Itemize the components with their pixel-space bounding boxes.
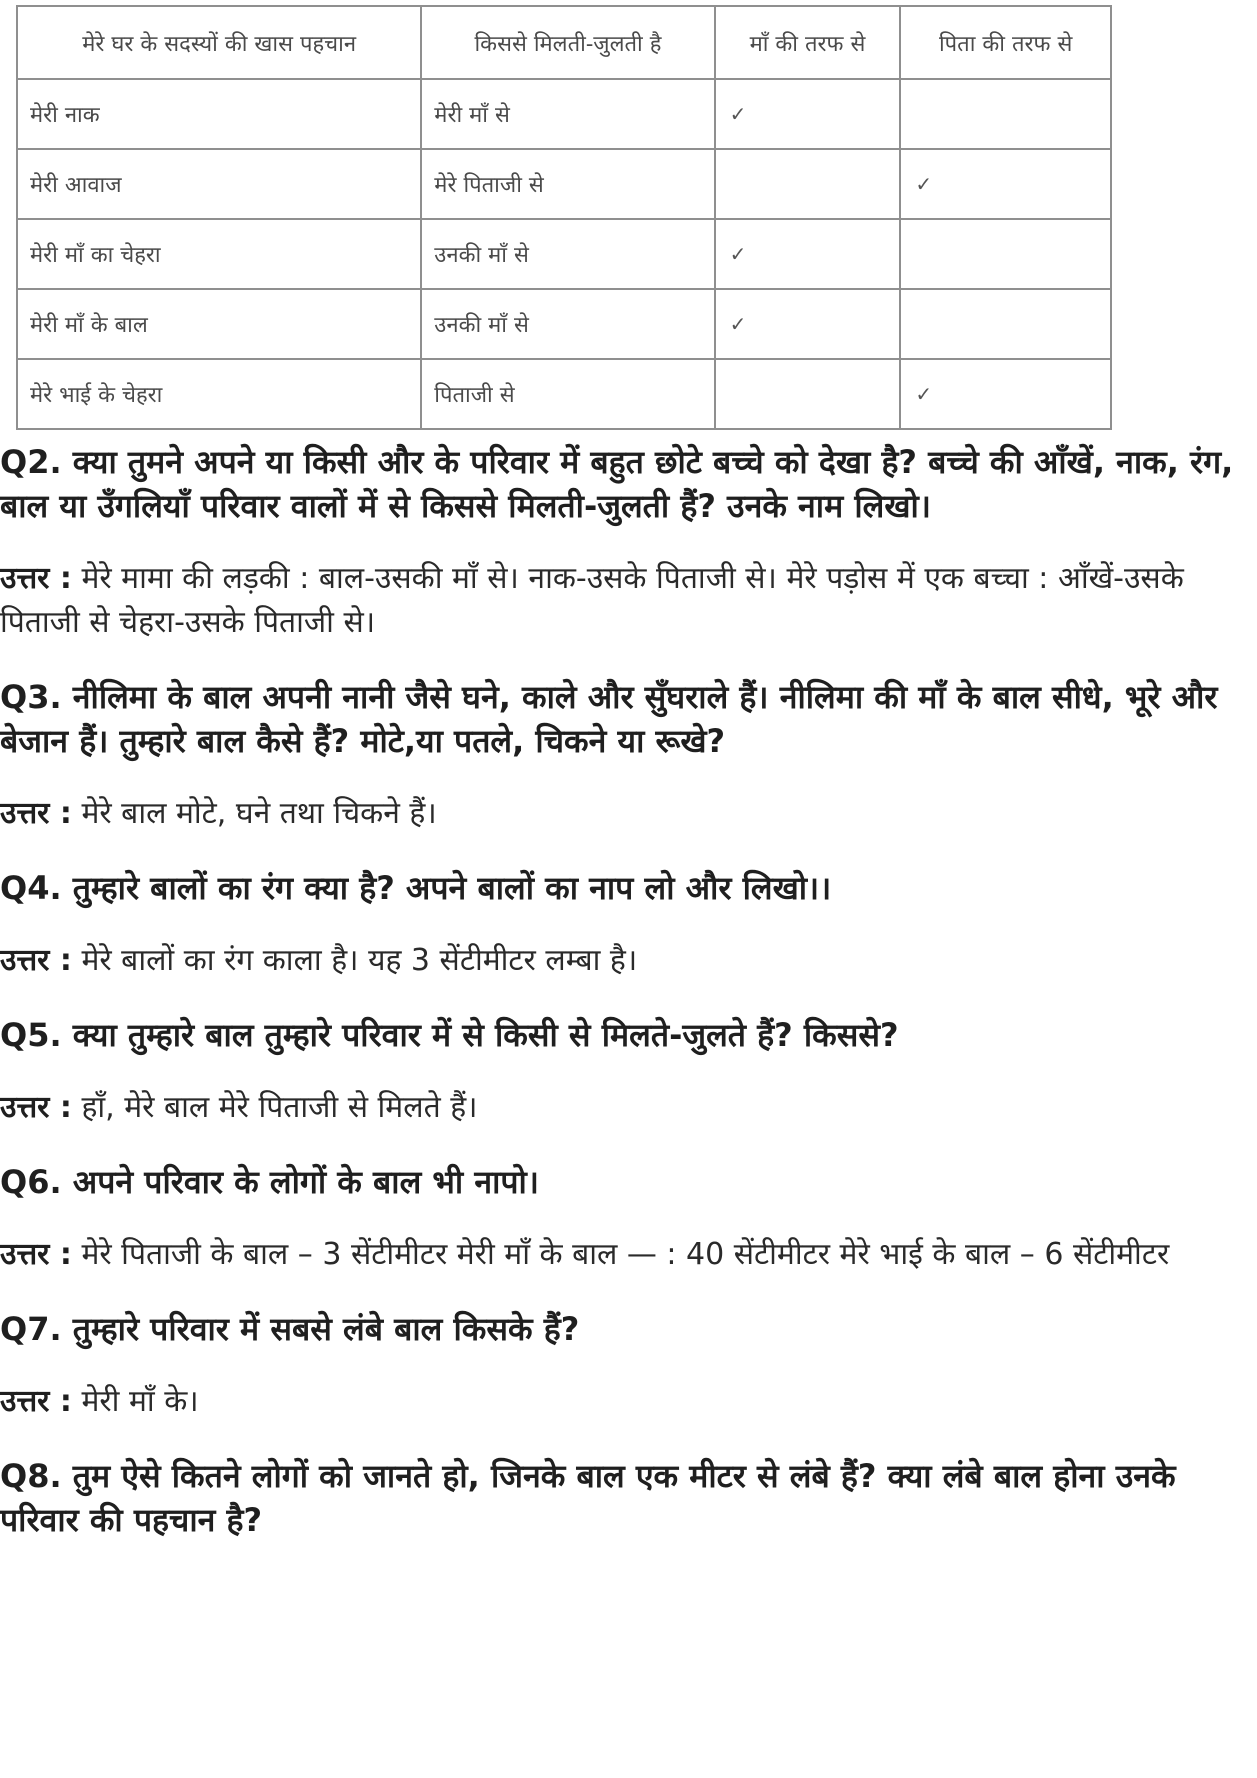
mother-side-check <box>715 359 901 429</box>
question-q3: Q3. नीलिमा के बाल अपनी नानी जैसे घने, काले और सुँघराले हैं। नीलिमा की माँ के बाल सीधे, भूरे और बेजान हैं। तुम्हारे बाल कैसे हैं? मोटे,या पतले, चिकने या रूखे? <box>0 678 1218 760</box>
answer-label: उत्तर : <box>0 1090 72 1125</box>
table-row <box>17 149 1111 219</box>
answer-text: मेरे बालों का रंग काला है। यह 3 सेंटीमीटर लम्बा है। <box>81 943 638 978</box>
table-row <box>17 219 1111 289</box>
qa-block-q4 <box>0 866 1257 983</box>
qa-block-q8 <box>0 1454 1257 1542</box>
answer-text: मेरे पिताजी के बाल – 3 सेंटीमीटर मेरी माँ के बाल — : 40 सेंटीमीटर मेरे भाई के बाल – 6 सेंटीमीटर <box>81 1237 1170 1272</box>
column-header-trait: मेरे घर के सदस्यों की खास पहचान <box>17 6 421 79</box>
table-row <box>17 359 1111 429</box>
traits-table-container <box>16 5 1112 430</box>
father-side-check <box>900 289 1111 359</box>
question-q7: Q7. तुम्हारे परिवार में सबसे लंबे बाल किसके हैं? <box>0 1310 580 1348</box>
mother-side-check: ✓ <box>715 219 901 289</box>
mother-side-check: ✓ <box>715 79 901 149</box>
answer-q4 <box>0 939 1257 983</box>
table-header-row <box>17 6 1111 79</box>
question-q6: Q6. अपने परिवार के लोगों के बाल भी नापो। <box>0 1163 539 1201</box>
answer-text: हाँ, मेरे बाल मेरे पिताजी से मिलते हैं। <box>81 1090 478 1125</box>
question-q8: Q8. तुम ऐसे कितने लोगों को जानते हो, जिनके बाल एक मीटर से लंबे हैं? क्या लंबे बाल होना उनके परिवार की पहचान है? <box>0 1457 1176 1539</box>
answer-label: उत्तर : <box>0 796 72 831</box>
answer-text: मेरी माँ के। <box>81 1384 199 1419</box>
trait-cell: मेरी माँ का चेहरा <box>17 219 421 289</box>
resembles-cell: मेरी माँ से <box>421 79 714 149</box>
question-q2: Q2. क्या तुमने अपने या किसी और के परिवार में बहुत छोटे बच्चे को देखा है? बच्चे की आँखें, नाक, रंग, बाल या उँगलियाँ परिवार वालों में से किससे मिलती-जुलती हैं? उनके नाम लिखो। <box>0 443 1234 525</box>
qa-block-q5 <box>0 1013 1257 1130</box>
answer-label: उत्तर : <box>0 1384 72 1419</box>
question-answer-section <box>0 440 1257 1542</box>
column-header-mother-side: माँ की तरफ से <box>715 6 901 79</box>
trait-cell: मेरे भाई के चेहरा <box>17 359 421 429</box>
mother-side-check <box>715 149 901 219</box>
answer-q2 <box>0 557 1257 645</box>
answer-label: उत्तर : <box>0 1237 72 1272</box>
resembles-cell: उनकी माँ से <box>421 289 714 359</box>
answer-text: मेरे मामा की लड़की : बाल-उसकी माँ से। नाक-उसके पिताजी से। मेरे पड़ोस में एक बच्चा : आँखें-उसके पिताजी से चेहरा-उसके पिताजी से। <box>0 561 1184 640</box>
answer-q6 <box>0 1233 1257 1277</box>
question-q5: Q5. क्या तुम्हारे बाल तुम्हारे परिवार में से किसी से मिलते-जुलते हैं? किससे? <box>0 1016 899 1054</box>
answer-label: उत्तर : <box>0 561 72 596</box>
trait-cell: मेरी माँ के बाल <box>17 289 421 359</box>
qa-block-q3 <box>0 675 1257 836</box>
qa-block-q2 <box>0 440 1257 645</box>
qa-block-q7 <box>0 1307 1257 1424</box>
mother-side-check: ✓ <box>715 289 901 359</box>
trait-cell: मेरी नाक <box>17 79 421 149</box>
table-row <box>17 289 1111 359</box>
answer-q5 <box>0 1086 1257 1130</box>
family-traits-table <box>16 5 1112 430</box>
table-row <box>17 79 1111 149</box>
resembles-cell: पिताजी से <box>421 359 714 429</box>
column-header-resembles: किससे मिलती-जुलती है <box>421 6 714 79</box>
resembles-cell: उनकी माँ से <box>421 219 714 289</box>
answer-text: मेरे बाल मोटे, घने तथा चिकने हैं। <box>81 796 437 831</box>
answer-label: उत्तर : <box>0 943 72 978</box>
resembles-cell: मेरे पिताजी से <box>421 149 714 219</box>
father-side-check: ✓ <box>900 149 1111 219</box>
answer-q7 <box>0 1380 1257 1424</box>
column-header-father-side: पिता की तरफ से <box>900 6 1111 79</box>
trait-cell: मेरी आवाज <box>17 149 421 219</box>
answer-q3 <box>0 792 1257 836</box>
father-side-check: ✓ <box>900 359 1111 429</box>
qa-block-q6 <box>0 1160 1257 1277</box>
father-side-check <box>900 79 1111 149</box>
father-side-check <box>900 219 1111 289</box>
question-q4: Q4. तुम्हारे बालों का रंग क्या है? अपने बालों का नाप लो और लिखो।। <box>0 869 832 907</box>
